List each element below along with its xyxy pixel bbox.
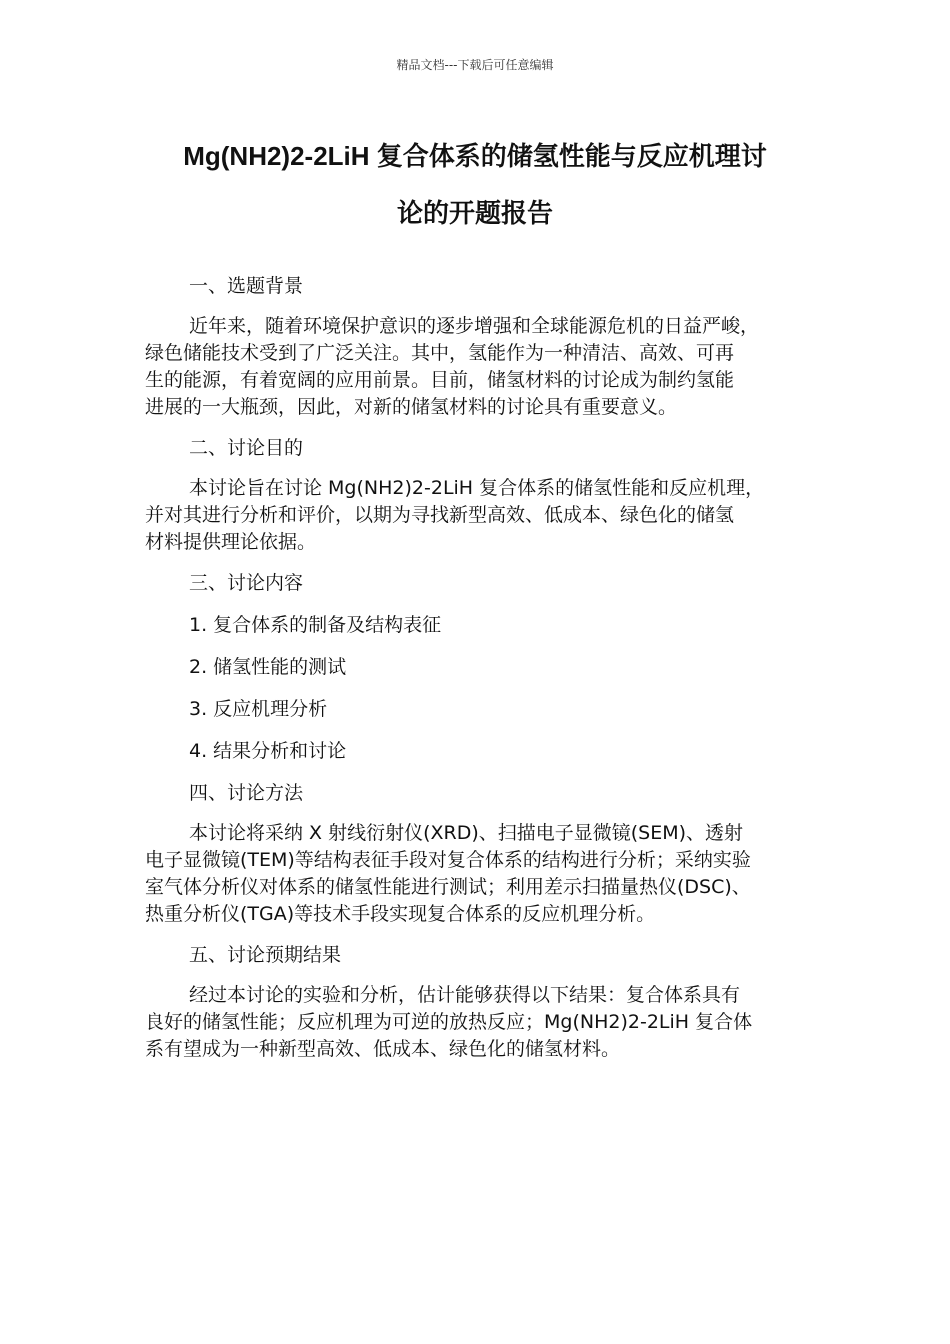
section-heading-background: 一、选题背景 xyxy=(189,275,304,297)
paragraph-line: 进展的一大瓶颈，因此，对新的储氢材料的讨论具有重要意义。 xyxy=(145,396,678,418)
paragraph-purpose xyxy=(145,475,810,556)
paragraph-line: 生的能源，有着宽阔的应用前景。目前，储氢材料的讨论成为制约氢能 xyxy=(145,369,735,391)
paragraph-line: 近年来，随着环境保护意识的逐步增强和全球能源危机的日益严峻， xyxy=(189,315,760,337)
list-item: 2. 储氢性能的测试 xyxy=(189,656,347,678)
paragraph-method xyxy=(145,820,810,928)
section-heading-content: 三、讨论内容 xyxy=(189,572,304,594)
paragraph-background xyxy=(145,313,810,421)
page-header: 精品文档---下载后可任意编辑 xyxy=(396,58,554,72)
paragraph-line: 电子显微镜(TEM)等结构表征手段对复合体系的结构进行分析；采纳实验 xyxy=(145,849,751,871)
paragraph-line: 室气体分析仪对体系的储氢性能进行测试；利用差示扫描量热仪(DSC)、 xyxy=(145,876,751,898)
section-heading-method: 四、讨论方法 xyxy=(189,782,304,804)
paragraph-line: 本讨论将采纳 X 射线衍射仪(XRD)、扫描电子显微镜(SEM)、透射 xyxy=(189,822,744,844)
paragraph-line: 并对其进行分析和评价，以期为寻找新型高效、低成本、绿色化的储氢 xyxy=(145,504,735,526)
paragraph-line: 材料提供理论依据。 xyxy=(145,531,317,553)
paragraph-line: 热重分析仪(TGA)等技术手段实现复合体系的反应机理分析。 xyxy=(145,903,656,925)
section-heading-expected-results: 五、讨论预期结果 xyxy=(189,944,342,966)
paragraph-expected-results xyxy=(145,982,810,1063)
document-title-line-2: 论的开题报告 xyxy=(396,198,553,228)
document-title-line-1: Mg(NH2)2-2LiH 复合体系的储氢性能与反应机理讨 xyxy=(183,141,767,171)
section-heading-purpose: 二、讨论目的 xyxy=(189,437,304,459)
list-item: 3. 反应机理分析 xyxy=(189,698,328,720)
paragraph-line: 绿色储能技术受到了广泛关注。其中，氢能作为一种清洁、高效、可再 xyxy=(145,342,735,364)
list-item: 4. 结果分析和讨论 xyxy=(189,740,347,762)
paragraph-line: 本讨论旨在讨论 Mg(NH2)2-2LiH 复合体系的储氢性能和反应机理， xyxy=(189,477,765,499)
list-item: 1. 复合体系的制备及结构表征 xyxy=(189,614,442,636)
document-body xyxy=(145,271,810,1075)
paragraph-line: 良好的储氢性能；反应机理为可逆的放热反应；Mg(NH2)2-2LiH 复合体 xyxy=(145,1011,753,1033)
paragraph-line: 系有望成为一种新型高效、低成本、绿色化的储氢材料。 xyxy=(145,1038,621,1060)
paragraph-line: 经过本讨论的实验和分析，估计能够获得以下结果：复合体系具有 xyxy=(189,984,741,1006)
